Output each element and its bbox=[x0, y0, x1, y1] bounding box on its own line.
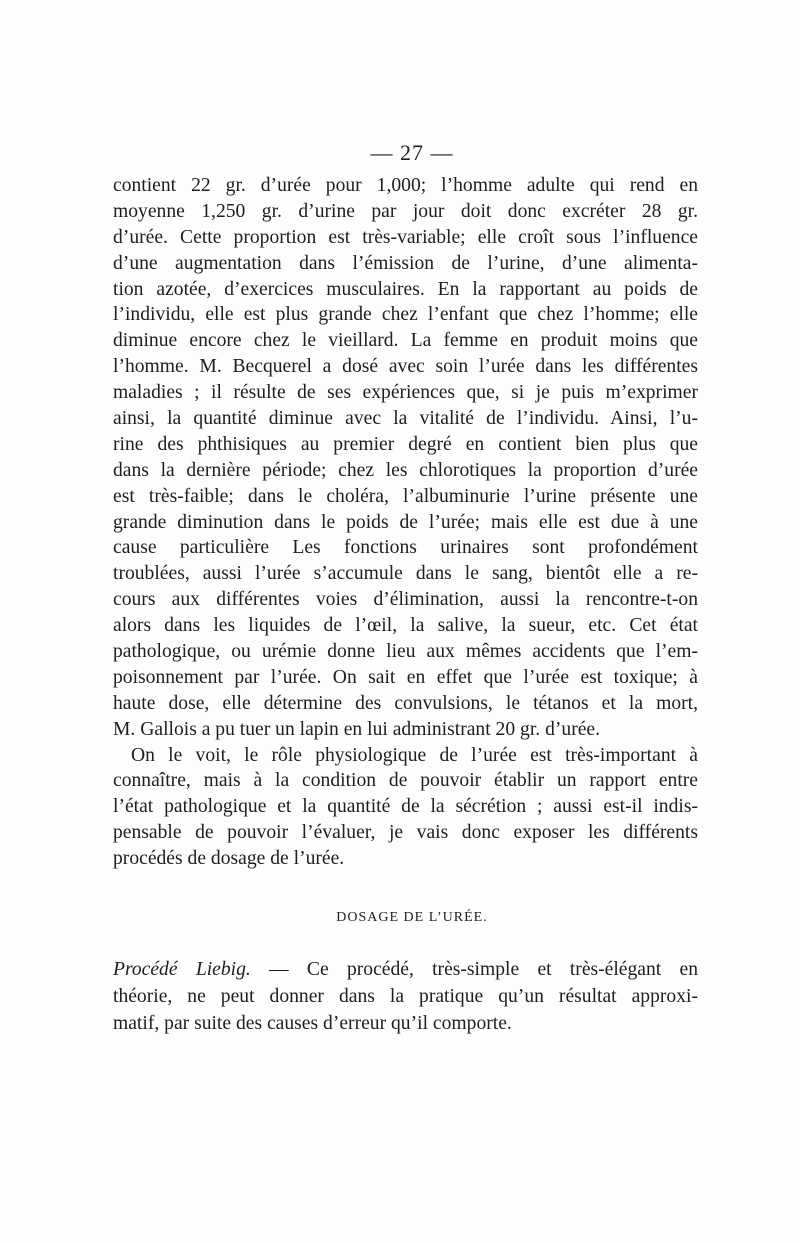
text-line: haute dose, elle détermine des convulsions, le tétanos et la mort, bbox=[113, 692, 698, 714]
paragraph-3 bbox=[113, 956, 698, 1037]
line-rest: — Ce procédé, très-simple et très-élégant en bbox=[250, 959, 698, 980]
text-line: troublées, aussi l’urée s’accumule dans le sang, bientôt elle a re- bbox=[113, 563, 698, 585]
text-line: ainsi, la quantité diminue avec la vitalité de l’individu. Ainsi, l’u- bbox=[113, 408, 698, 430]
text-line: poisonnement par l’urée. On sait en effet que l’urée est toxique; à bbox=[113, 666, 698, 688]
text-line: rine des phthisiques au premier degré en contient bien plus que bbox=[113, 433, 698, 455]
text-line: connaître, mais à la condition de pouvoir établir un rapport entre bbox=[113, 770, 698, 792]
text-line: alors dans les liquides de l’œil, la salive, la sueur, etc. Cet état bbox=[113, 615, 698, 637]
text-line: pathologique, ou urémie donne lieu aux mêmes accidents que l’em- bbox=[113, 641, 698, 663]
text-line: maladies ; il résulte de ses expériences que, si je puis m’exprimer bbox=[113, 382, 698, 404]
text-line: cause particulière Les fonctions urinaires sont profondément bbox=[113, 537, 698, 559]
paragraph-2 bbox=[113, 743, 698, 872]
text-line: moyenne 1,250 gr. d’urine par jour doit donc excréter 28 gr. bbox=[113, 200, 698, 222]
text-line: d’une augmentation dans l’émission de l’urine, d’une alimenta- bbox=[113, 252, 698, 274]
text-line: tion azotée, d’exercices musculaires. En la rapportant au poids de bbox=[113, 278, 698, 300]
text-line: M. Gallois a pu tuer un lapin en lui administrant 20 gr. d’urée. bbox=[113, 718, 601, 740]
text-line: d’urée. Cette proportion est très-variable; elle croît sous l’influence bbox=[113, 226, 698, 248]
text-line: l’homme. M. Becquerel a dosé avec soin l’urée dans les différentes bbox=[113, 356, 698, 378]
text-line: contient 22 gr. d’urée pour 1,000; l’homme adulte qui rend en bbox=[113, 175, 698, 196]
text-line: dans la dernière période; chez les chlorotiques la proportion d’urée bbox=[113, 459, 698, 481]
text-line: l’état pathologique et la quantité de la sécrétion ; aussi est-il indis- bbox=[113, 796, 698, 818]
page-number: — 27 — bbox=[370, 140, 454, 165]
procedure-name: Procédé Liebig. bbox=[113, 959, 251, 980]
text-line bbox=[113, 956, 698, 983]
text-line: est très-faible; dans le choléra, l’albuminurie l’urine présente une bbox=[113, 485, 698, 507]
text-line: On le voit, le rôle physiologique de l’urée est très-important à bbox=[131, 744, 698, 766]
section-heading: DOSAGE DE L’URÉE. bbox=[336, 910, 488, 925]
text-line: diminue encore chez le vieillard. La femme en produit moins que bbox=[113, 330, 698, 352]
paragraph-1 bbox=[113, 173, 698, 743]
main-text bbox=[113, 173, 698, 872]
text-line: matif, par suite des causes d’erreur qu’il comporte. bbox=[113, 1013, 512, 1034]
text-line: pensable de pouvoir l’évaluer, je vais donc exposer les différents bbox=[113, 822, 698, 844]
text-line: procédés de dosage de l’urée. bbox=[113, 848, 345, 870]
text-line: cours aux différentes voies d’élimination, aussi la rencontre-t-on bbox=[113, 589, 698, 611]
text-line: grande diminution dans le poids de l’urée; mais elle est due à une bbox=[113, 511, 698, 533]
text-line: théorie, ne peut donner dans la pratique qu’un résultat approxi- bbox=[113, 986, 698, 1007]
text-line: l’individu, elle est plus grande chez l’enfant que chez l’homme; elle bbox=[113, 304, 698, 326]
